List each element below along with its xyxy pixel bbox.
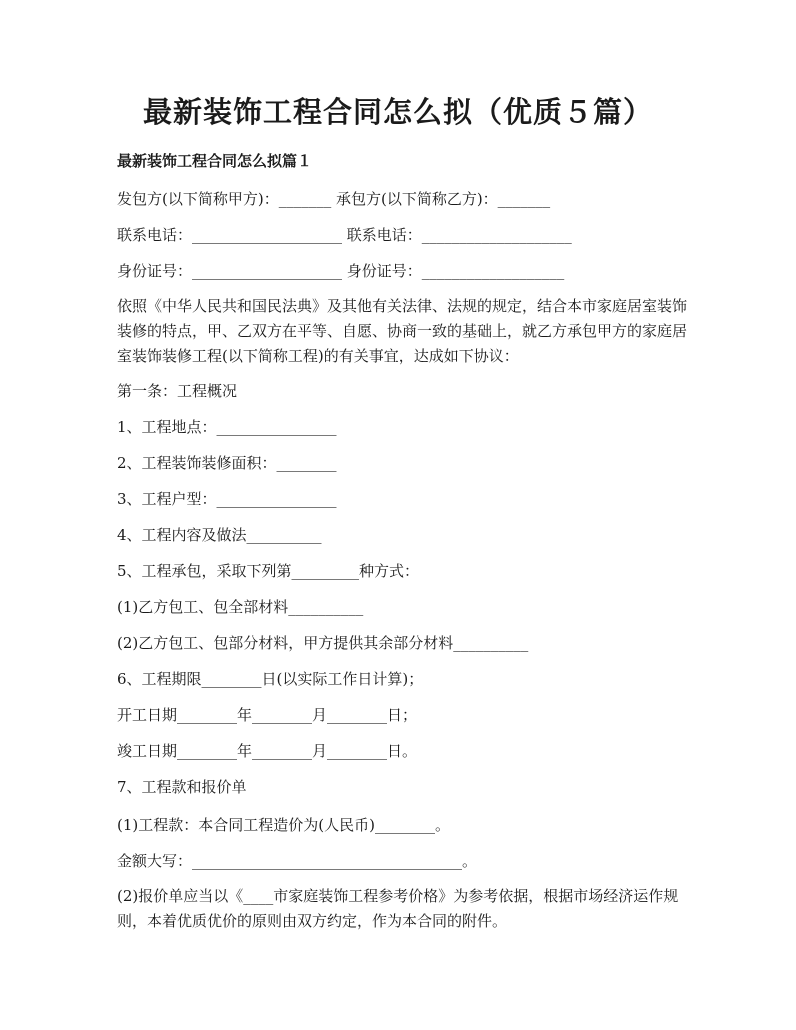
article-1-heading: 第一条：工程概况 — [117, 382, 238, 400]
item-content: 4、工程内容及做法__________ — [117, 526, 322, 544]
document-title: 最新装饰工程合同怎么拟（优质５篇） — [142, 95, 653, 129]
item-payment-heading: 7、工程款和报价单 — [117, 778, 247, 796]
item-contract-mode: 5、工程承包，采取下列第_________种方式： — [117, 562, 420, 580]
start-date-line: 开工日期________年________月________日； — [117, 706, 418, 724]
item-mode-option-2: (2)乙方包工、包部分材料，甲方提供其余部分材料__________ — [117, 634, 529, 652]
item-mode-option-1: (1)乙方包工、包全部材料__________ — [117, 598, 364, 616]
item-project-price: (1)工程款：本合同工程造价为(人民币)________。 — [117, 816, 450, 834]
phones-line: 联系电话：____________________ 联系电话：____________________ — [117, 226, 572, 244]
amount-in-words-line: 金额大写：____________________________________。 — [117, 852, 478, 870]
item-unit-type: 3、工程户型：________________ — [117, 490, 337, 508]
item-location: 1、工程地点：________________ — [117, 418, 337, 436]
item-duration: 6、工程期限________日(以实际工作日计算)； — [117, 670, 424, 688]
quotation-paragraph: (2)报价单应当以《____市家庭装饰工程参考价格》为参考依据，根据市场经济运作规则，本着优质优价的原则由双方约定，作为本合同的附件。 — [117, 887, 679, 930]
item-area: 2、工程装饰装修面积：________ — [117, 454, 337, 472]
intro-paragraph: 依照《中华人民共和国民法典》及其他有关法律、法规的规定，结合本市家庭居室装饰装修的特点，甲、乙双方在平等、自愿、协商一致的基础上，就乙方承包甲方的家庭居室装饰装修工程(以下简称工程)的有关事宜，达成如下协议： — [117, 297, 688, 365]
section-heading: 最新装饰工程合同怎么拟篇１ — [117, 152, 313, 170]
end-date-line: 竣工日期________年________月________日。 — [117, 742, 418, 760]
id-numbers-line: 身份证号：____________________ 身份证号：___________________ — [117, 262, 565, 280]
parties-line: 发包方(以下简称甲方)：_______ 承包方(以下简称乙方)：_______ — [117, 190, 551, 208]
